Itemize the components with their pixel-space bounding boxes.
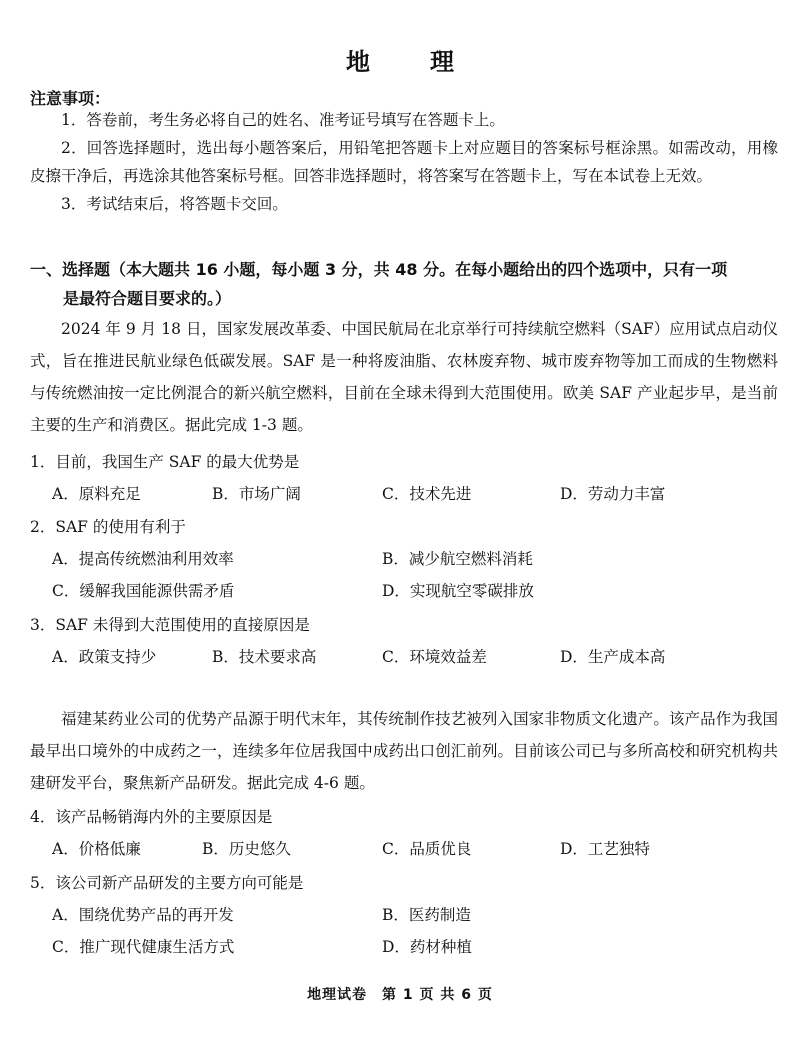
question-stem: 3．SAF 未得到大范围使用的直接原因是 xyxy=(30,616,310,634)
option-a: A．政策支持少 xyxy=(52,648,157,666)
question-stem: 5．该公司新产品研发的主要方向可能是 xyxy=(30,874,304,892)
option-b: B．市场广阔 xyxy=(212,485,301,503)
question-1 xyxy=(30,446,778,510)
section-heading-line2: 是最符合题目要求的。） xyxy=(63,289,232,308)
question-stem: 2．SAF 的使用有利于 xyxy=(30,518,186,536)
option-d: D．劳动力丰富 xyxy=(560,485,666,503)
page-footer: 地理试卷 第 1 页 共 6 页 xyxy=(307,987,493,1003)
options-row xyxy=(30,575,778,607)
option-a: A．提高传统燃油利用效率 xyxy=(52,550,234,568)
options-row xyxy=(30,833,778,865)
option-d: D．实现航空零碳排放 xyxy=(382,582,534,600)
option-d: D．生产成本高 xyxy=(560,648,666,666)
section-heading xyxy=(30,255,778,313)
question-stem: 1．目前，我国生产 SAF 的最大优势是 xyxy=(30,453,300,471)
options-row xyxy=(30,899,778,931)
option-c: C．技术先进 xyxy=(382,485,472,503)
passage-saf: 2024 年 9 月 18 日，国家发展改革委、中国民航局在北京举行可持续航空燃料（SAF）应用试点启动仪式，旨在推进民航业绿色低碳发展。SAF 是一种将废油脂、农林废弃物、城市废弃物等加工而成的生物燃料与传统燃油按一定比例混合的新兴航空燃料，目前在全球未得到大范围使用。欧美 SAF 产业起步早，是当前主要的生产和消费区。据此完成 1-3 题。 xyxy=(30,320,778,434)
option-d: D．药材种植 xyxy=(382,938,472,956)
question-stem: 4．该产品畅销海内外的主要原因是 xyxy=(30,808,273,826)
option-c: C．推广现代健康生活方式 xyxy=(52,938,235,956)
question-2 xyxy=(30,511,778,607)
options-row xyxy=(30,478,778,510)
page-title: 地 理 xyxy=(346,48,472,76)
option-c: C．环境效益差 xyxy=(382,648,487,666)
option-b: B．技术要求高 xyxy=(212,648,317,666)
notice-heading: 注意事项： xyxy=(30,89,111,108)
option-b: B．医药制造 xyxy=(382,906,471,924)
options-row xyxy=(30,641,778,673)
section-heading-line1: 一、选择题（本大题共 16 小题，每小题 3 分，共 48 分。在每小题给出的四个选项中，只有一项 xyxy=(30,260,728,279)
option-a: A．价格低廉 xyxy=(52,840,141,858)
options-row xyxy=(30,931,778,963)
option-c: C．品质优良 xyxy=(382,840,472,858)
passage-pharma: 福建某药业公司的优势产品源于明代末年，其传统制作技艺被列入国家非物质文化遗产。该产品作为我国最早出口境外的中成药之一，连续多年位居我国中成药出口创汇前列。目前该公司已与多所高校和研究机构共建研发平台，聚焦新产品研发。据此完成 4-6 题。 xyxy=(30,710,778,792)
notice-list xyxy=(30,106,778,218)
notice-item: 2．回答选择题时，选出每小题答案后，用铅笔把答题卡上对应题目的答案标号框涂黑。如需改动，用橡皮擦干净后，再选涂其他答案标号框。回答非选择题时，将答案写在答题卡上，写在本试卷上无效。 xyxy=(30,139,778,185)
option-a: A．围绕优势产品的再开发 xyxy=(52,906,234,924)
option-b: B．减少航空燃料消耗 xyxy=(382,550,533,568)
question-5 xyxy=(30,867,778,963)
notice-item: 3．考试结束后，将答题卡交回。 xyxy=(61,195,288,213)
question-4 xyxy=(30,801,778,865)
option-d: D．工艺独特 xyxy=(560,840,650,858)
option-c: C．缓解我国能源供需矛盾 xyxy=(52,582,235,600)
option-a: A．原料充足 xyxy=(52,485,141,503)
options-row xyxy=(30,543,778,575)
option-b: B．历史悠久 xyxy=(202,840,291,858)
question-3 xyxy=(30,609,778,673)
notice-item: 1．答卷前，考生务必将自己的姓名、准考证号填写在答题卡上。 xyxy=(61,111,505,129)
